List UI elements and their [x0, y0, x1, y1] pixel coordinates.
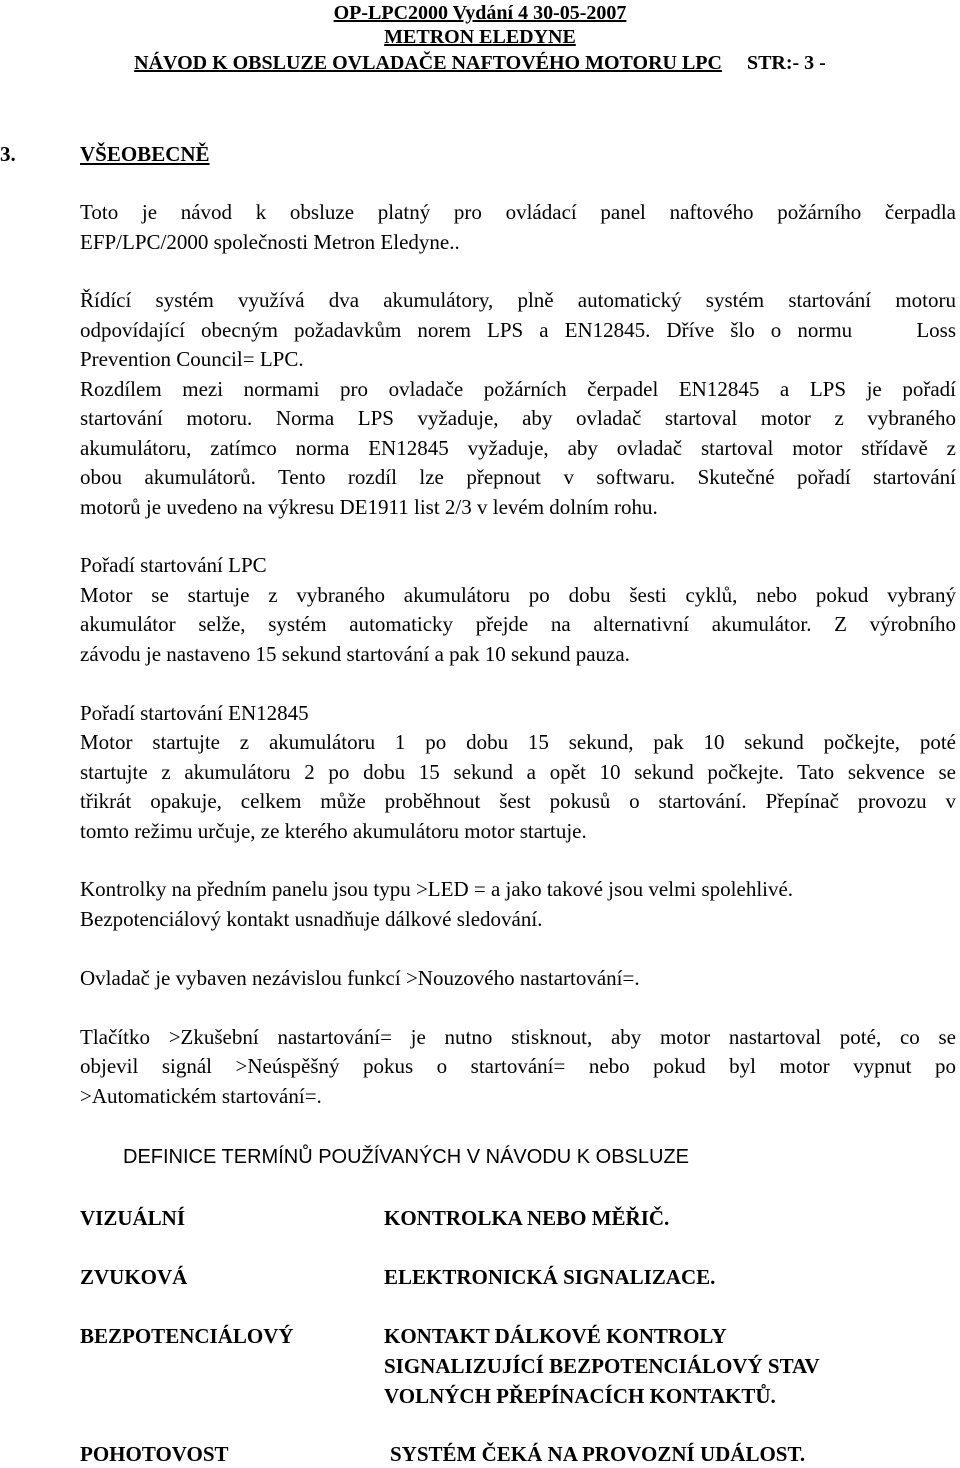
- body-line: akumulátor selže, systém automaticky přejde na alternativní akumulátor. Z výrobního: [80, 612, 956, 636]
- body-line: Řídící systém využívá dva akumulátory, plně automatický systém startování motoru: [80, 288, 956, 312]
- body-line: startujte z akumulátoru 2 po dobu 15 sekund a opět 10 sekund počkejte. Tato sekvence se: [80, 760, 956, 784]
- doc-code-line: OP-LPC2000 Vydání 4 30-05-2007: [333, 2, 627, 24]
- body-line: obou akumulátorů. Tento rozdíl lze přepnout v softwaru. Skutečné pořadí startování: [80, 465, 956, 489]
- body-line: >Automatickém startování=.: [80, 1084, 322, 1108]
- page-number: STR:- 3 -: [746, 52, 826, 74]
- body-line: Prevention Council= LPC.: [80, 347, 304, 371]
- definition-text: SIGNALIZUJÍCÍ BEZPOTENCIÁLOVÝ STAV: [384, 1354, 820, 1378]
- subheading-lpc: Pořadí startování LPC: [80, 553, 267, 577]
- body-line: Bezpotenciálový kontakt usnadňuje dálkové sledování.: [80, 907, 543, 931]
- body-line: startování motoru. Norma LPS vyžaduje, aby ovladač startoval motor z vybraného: [80, 406, 956, 430]
- definition-text: VOLNÝCH PŘEPÍNACÍCH KONTAKTŮ.: [384, 1384, 776, 1408]
- definition-term: POHOTOVOST: [80, 1442, 229, 1466]
- definitions-heading: DEFINICE TERMÍNŮ POUŽÍVANÝCH V NÁVODU K OBSLUZE: [123, 1146, 690, 1168]
- body-line: motorů je uvedeno na výkresu DE1911 list 2/3 v levém dolním rohu.: [80, 495, 658, 519]
- body-line: Motor se startuje z vybraného akumulátoru po dobu šesti cyklů, nebo pokud vybraný: [80, 583, 956, 607]
- definition-text: SYSTÉM ČEKÁ NA PROVOZNÍ UDÁLOST.: [390, 1442, 806, 1466]
- body-line: Kontrolky na předním panelu jsou typu >LED = a jako takové jsou velmi spolehlivé.: [80, 877, 794, 901]
- body-line: akumulátoru, zatímco norma EN12845 vyžaduje, aby ovladač startoval motor střídavě z: [80, 436, 956, 460]
- body-line: závodu je nastaveno 15 sekund startování a pak 10 sekund pauza.: [80, 642, 630, 666]
- body-line: Motor startujte z akumulátoru 1 po dobu 15 sekund, pak 10 sekund počkejte, poté: [80, 730, 956, 754]
- definition-text: ELEKTRONICKÁ SIGNALIZACE.: [384, 1265, 716, 1289]
- body-line: tomto režimu určuje, ze kterého akumulátoru motor startuje.: [80, 819, 587, 843]
- definition-term: ZVUKOVÁ: [80, 1265, 188, 1289]
- definition-term: BEZPOTENCIÁLOVÝ: [80, 1324, 294, 1348]
- body-line: Ovladač je vybaven nezávislou funkcí >Nouzového nastartování=.: [80, 966, 640, 990]
- section-number: 3.: [0, 142, 16, 166]
- body-line: objevil signál >Neúspěšný pokus o startování= nebo pokud byl motor vypnut po: [80, 1054, 956, 1078]
- body-line: třikrát opakuje, celkem může proběhnout šest pokusů o startování. Přepínač provozu v: [80, 789, 956, 813]
- section-title: VŠEOBECNĚ: [80, 142, 210, 166]
- body-line: odpovídající obecným požadavkům norem LPS a EN12845. Dříve šlo o normu Loss: [80, 318, 956, 342]
- body-line: Toto je návod k obsluze platný pro ovládací panel naftového požárního čerpadla: [80, 200, 956, 224]
- manual-title: NÁVOD K OBSLUZE OVLADAČE NAFTOVÉHO MOTORU LPC: [134, 52, 722, 74]
- body-line: EFP/LPC/2000 společnosti Metron Eledyne..: [80, 230, 460, 254]
- manual-title-line: [0, 50, 960, 76]
- definition-term: VIZUÁLNÍ: [80, 1206, 186, 1230]
- definition-text: KONTROLKA NEBO MĚŘIČ.: [384, 1206, 670, 1230]
- subheading-en12845: Pořadí startování EN12845: [80, 701, 309, 725]
- definition-text: KONTAKT DÁLKOVÉ KONTROLY: [384, 1324, 727, 1348]
- body-line: Rozdílem mezi normami pro ovladače požárních čerpadel EN12845 a LPS je pořadí: [80, 377, 956, 401]
- body-line: Tlačítko >Zkušební nastartování= je nutno stisknout, aby motor nastartoval poté, co se: [80, 1025, 956, 1049]
- company-name: METRON ELEDYNE: [384, 26, 576, 48]
